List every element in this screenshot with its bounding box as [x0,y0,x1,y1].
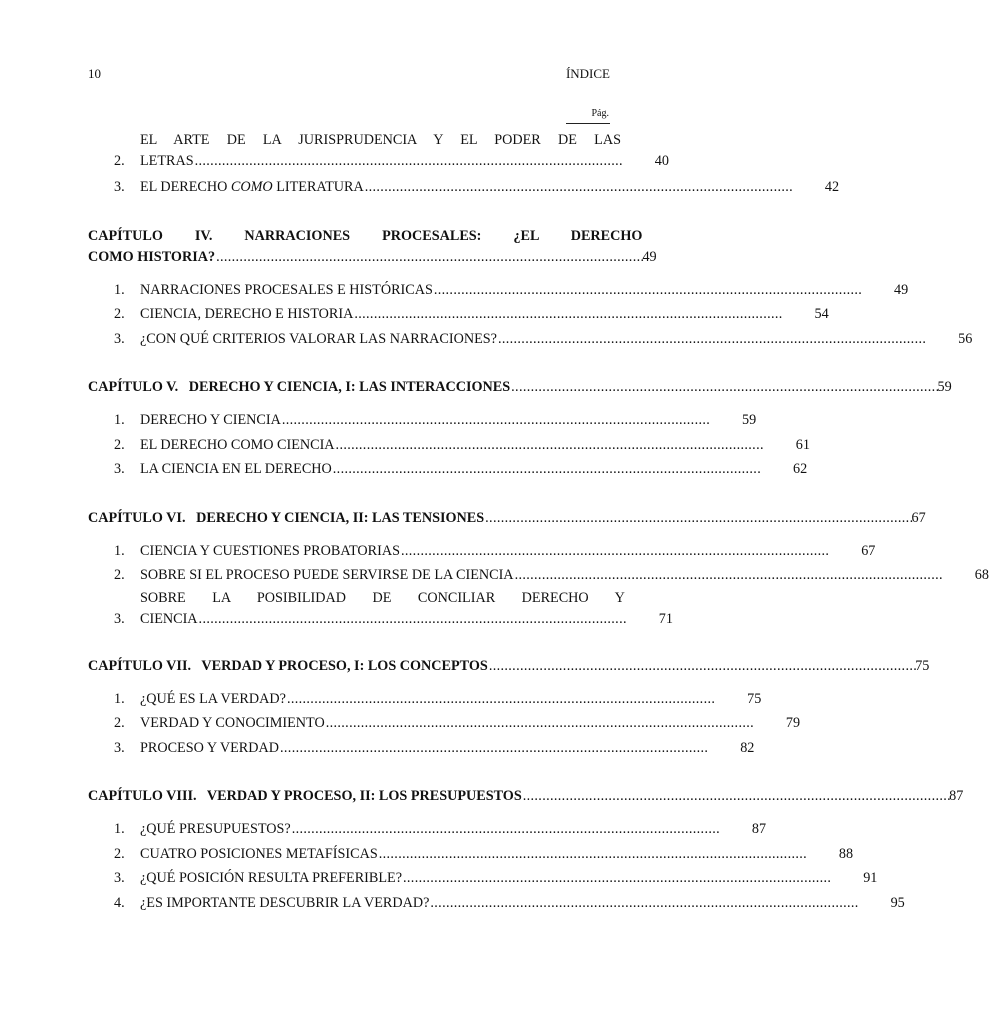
chapter-title: CAPÍTULO VI. DERECHO Y CIENCIA, II: LAS TENSIONES [88,509,485,526]
entry-number: 2. [114,153,125,169]
toc-entry[interactable] [88,408,757,433]
entry-page: 91 [863,870,878,886]
dot-leader [333,457,759,482]
entry-title: ¿ES IMPORTANTE DESCUBRIR LA VERDAD? [140,894,430,911]
toc-entry[interactable] [88,891,905,916]
dot-leader [403,866,829,891]
entry-page: 79 [785,715,801,731]
toc-entry[interactable] [88,736,755,761]
toc-chapter-vii [88,656,930,761]
page-column-rule [566,123,610,124]
entry-page: 75 [747,690,762,707]
chapter-title: CAPÍTULO VIII. VERDAD Y PROCESO, II: LOS PRESUPUESTOS [88,788,522,804]
dot-leader [523,786,949,807]
toc-entry[interactable] [88,588,673,630]
dot-leader [280,736,706,761]
toc-chapter-viii [88,786,964,915]
entry-number: 2. [114,845,125,862]
entry-page: 62 [792,461,808,477]
toc-entry[interactable] [88,433,810,458]
chapter-page: 87 [949,788,964,804]
entry-title: ¿QUÉ POSICIÓN RESULTA PREFERIBLE? [140,870,403,886]
entry-number: 2. [114,715,125,731]
entry-number: 3. [114,179,125,195]
chapter-title: CAPÍTULO VII. VERDAD Y PROCESO, I: LOS CONCEPTOS [88,657,488,674]
chapter-page: 75 [915,657,930,674]
toc-chapter-iii-continued [88,130,840,200]
dot-leader [195,151,621,172]
chapter-page: 59 [937,379,952,395]
entry-title: VERDAD Y CONOCIMIENTO [140,715,325,731]
entry-page: 40 [654,153,669,169]
entry-title: PROCESO Y VERDAD [140,739,280,756]
entry-number: 3. [114,739,125,756]
entry-title: EL DERECHO COMO CIENCIA [140,436,335,453]
entry-page: 95 [890,894,905,911]
entry-number: 2. [114,436,125,453]
toc-entry[interactable] [88,817,767,842]
entry-title-cont: LETRAS [140,153,194,169]
dot-leader [287,687,713,712]
toc-chapter-vi [88,508,989,630]
dot-leader [401,539,827,564]
chapter-title: CAPÍTULO V. DERECHO Y CIENCIA, I: LAS INTERACCIONES [88,379,511,395]
entry-number: 1. [114,821,125,837]
entry-number: 4. [114,894,125,911]
entry-page: 54 [814,306,829,322]
toc-entry[interactable] [88,278,909,303]
toc-entry[interactable] [88,711,801,736]
chapter-page: 49 [642,248,657,265]
entry-title: DERECHO Y CIENCIA [140,412,281,428]
dot-leader [199,609,625,630]
entry-number: 1. [114,281,125,298]
dot-leader [365,175,791,200]
entry-number: 2. [114,567,125,583]
entry-page: 82 [740,739,755,756]
dot-leader [282,408,708,433]
entry-number: 1. [114,690,125,707]
dot-leader [216,247,642,268]
chapter-heading[interactable] [88,656,930,677]
dot-leader [430,891,856,916]
dot-leader [292,817,718,842]
toc-entry[interactable] [88,302,829,327]
entry-page: 68 [974,567,989,583]
dot-leader [498,327,924,352]
entry-title: CIENCIA, DERECHO E HISTORIA [140,306,354,322]
toc-chapter-iv [88,226,973,352]
entry-number: 3. [114,461,125,477]
entry-title: ¿QUÉ ES LA VERDAD? [140,690,286,707]
entry-page: 88 [838,845,854,862]
chapter-title-cont: COMO HISTORIA? [88,248,216,265]
chapter-title: CAPÍTULO IV. NARRACIONES PROCESALES: ¿EL DERECHO [88,227,643,244]
entry-title: ¿QUÉ PRESUPUESTOS? [140,821,291,837]
page-number: 10 [88,66,101,81]
entry-page: 71 [658,610,673,627]
entry-title: SOBRE LA POSIBILIDAD DE CONCILIAR DERECHO Y [140,589,625,606]
dot-leader [354,302,780,327]
chapter-page: 67 [911,509,926,526]
entry-title: SOBRE SI EL PROCESO PUEDE SERVIRSE DE LA CIENCIA [140,567,514,583]
dot-leader [326,711,752,736]
entry-page: 87 [751,821,767,837]
entry-number: 1. [114,412,125,428]
entry-title: CIENCIA Y CUESTIONES PROBATORIAS [140,542,400,559]
entry-number: 3. [114,610,125,627]
chapter-heading[interactable] [88,377,952,398]
entry-page: 67 [861,542,876,559]
entry-page: 61 [795,436,810,453]
dot-leader [515,563,941,588]
entry-title: ¿CON QUÉ CRITERIOS VALORAR LAS NARRACIONES? [140,330,497,347]
toc-chapter-v [88,377,952,482]
toc-entry[interactable] [88,687,762,712]
dot-leader [434,278,860,303]
dot-leader [511,377,937,398]
toc-entry[interactable] [88,457,808,482]
entry-title: CUATRO POSICIONES METAFÍSICAS [140,845,378,862]
entry-number: 1. [114,542,125,559]
toc-entry[interactable] [88,327,973,352]
entry-title-cont: CIENCIA [140,610,198,627]
toc-entry[interactable] [88,130,669,172]
entry-title: LA CIENCIA EN EL DERECHO [140,461,332,477]
entry-page: 42 [824,179,840,195]
entry-title: EL DERECHO COMO LITERATURA [140,179,364,195]
dot-leader [485,508,911,529]
toc-entry[interactable] [88,539,876,564]
running-head: ÍNDICE [565,66,610,81]
toc-entry[interactable] [88,866,878,891]
entry-title: NARRACIONES PROCESALES E HISTÓRICAS [140,281,433,298]
table-of-contents [88,130,989,915]
entry-number: 2. [114,306,125,322]
toc-entry[interactable] [88,842,854,867]
dot-leader [336,433,762,458]
entry-number: 3. [114,870,125,886]
chapter-heading[interactable] [88,508,926,529]
entry-page: 49 [894,281,909,298]
dot-leader [379,842,805,867]
toc-entry[interactable] [88,175,840,200]
chapter-heading[interactable] [88,786,964,807]
entry-page: 56 [958,330,973,347]
entry-title: EL ARTE DE LA JURISPRUDENCIA Y EL PODER DE LAS [140,132,621,148]
toc-entry[interactable] [88,563,989,588]
entry-page: 59 [742,412,757,428]
entry-number: 3. [114,330,125,347]
dot-leader [489,656,915,677]
page-column-label: Pág. [591,108,609,119]
chapter-heading[interactable] [88,226,657,268]
